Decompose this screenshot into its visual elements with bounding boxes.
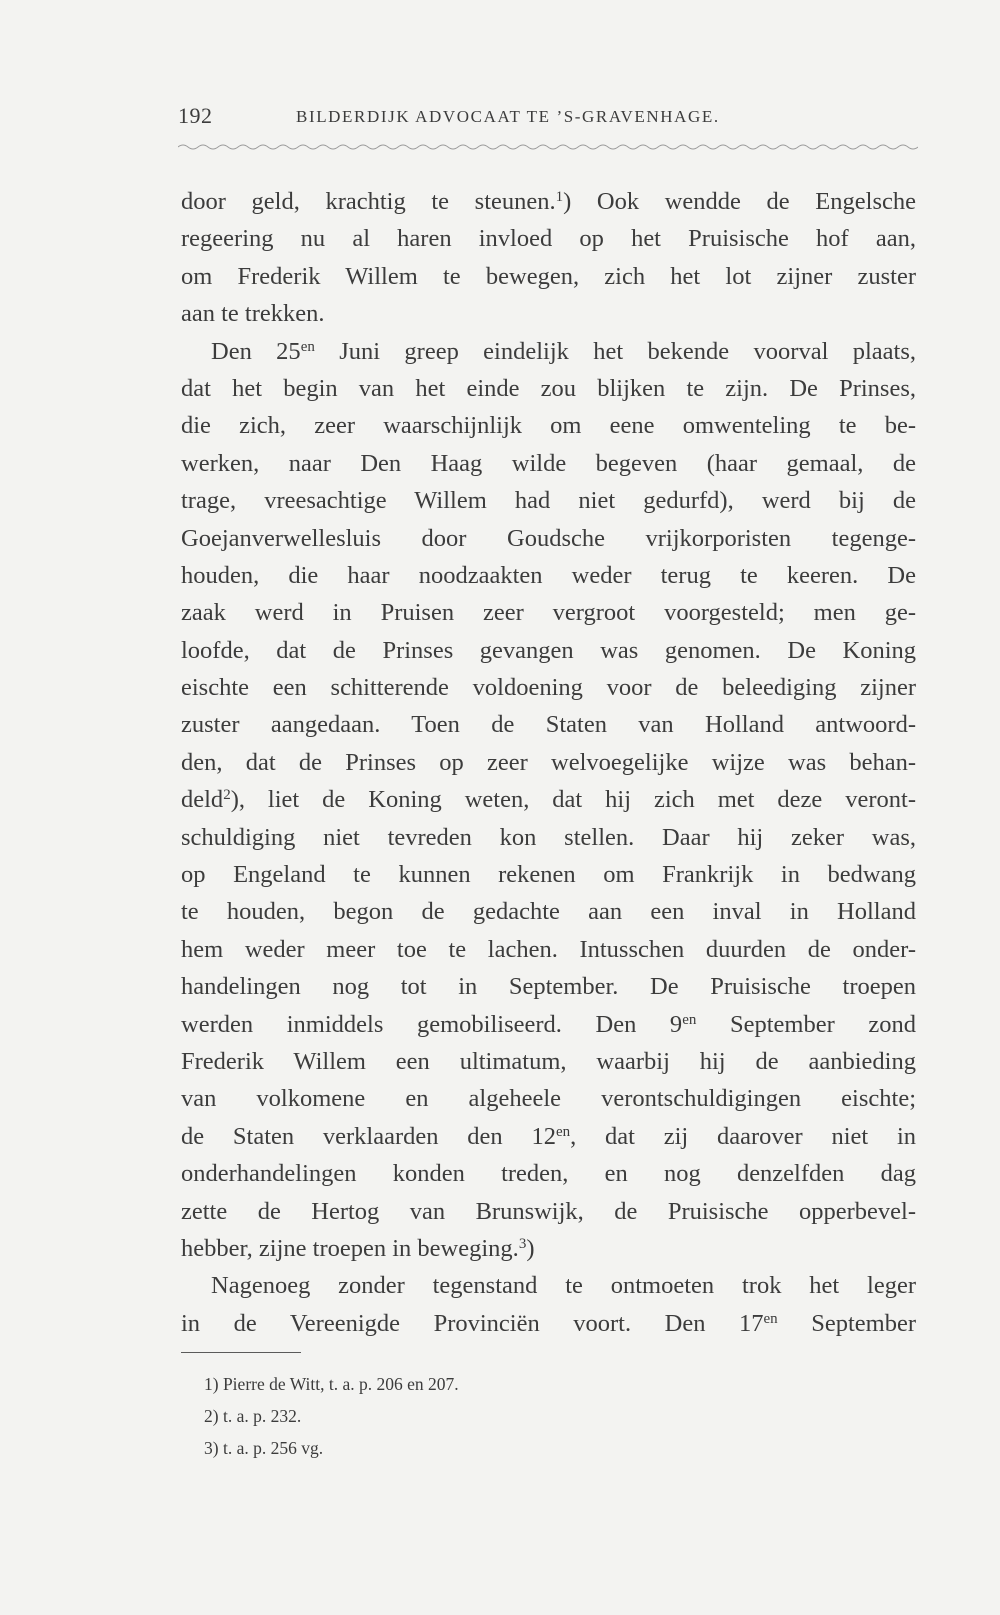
text-line: Nagenoeg zonder tegenstand te ontmoeten trok het leger bbox=[211, 1272, 916, 1300]
footnote-text: t. a. p. 232. bbox=[222, 1406, 302, 1426]
text-line: te houden, begon de gedachte aan een inval in Holland bbox=[181, 898, 916, 926]
footnote-text: t. a. p. 256 vg. bbox=[222, 1438, 324, 1458]
footnotes bbox=[204, 1368, 804, 1464]
text-line: zuster aangedaan. Toen de Staten van Holland antwoord- bbox=[181, 711, 916, 739]
text-line: zaak werd in Pruisen zeer vergroot voorgesteld; men ge- bbox=[181, 599, 916, 627]
footnote-marker: 2) bbox=[204, 1406, 219, 1426]
text-line: eischte een schitterende voldoening voor de beleediging zijner bbox=[181, 674, 916, 702]
footnote-text: Pierre de Witt, t. a. p. 206 en 207. bbox=[222, 1374, 459, 1394]
footnote bbox=[204, 1368, 804, 1400]
text-line: de Staten verklaarden den $12^{en}$, dat zij daarover niet in bbox=[181, 1122, 917, 1150]
text-line: hem weder meer toe te lachen. Intusschen duurden de onder- bbox=[181, 935, 916, 963]
text-line: loofde, dat de Prinses gevangen was genomen. De Koning bbox=[181, 636, 916, 664]
text-line: aan te trekken. bbox=[181, 300, 325, 328]
text-line: onderhandelingen konden treden, en nog denzelfden dag bbox=[181, 1160, 916, 1188]
text-line: dat het begin van het einde zou blijken te zijn. De Prinses, bbox=[181, 374, 916, 402]
text-line: Frederik Willem een ultimatum, waarbij hij de aanbieding bbox=[181, 1047, 916, 1075]
text-line: in de Vereenigde Provinciën voort. Den $17^{en}$ September bbox=[181, 1309, 917, 1337]
footnote bbox=[204, 1432, 804, 1464]
text-line: werken, naar Den Haag wilde begeven (haar gemaal, de bbox=[181, 449, 916, 477]
text-line: van volkomene en algeheele verontschuldigingen eischte; bbox=[181, 1085, 916, 1113]
footnote bbox=[204, 1400, 804, 1432]
text-line: hebber, zijne troepen in beweging.$^3$) bbox=[181, 1234, 535, 1262]
body-text bbox=[181, 183, 916, 1342]
text-line: houden, die haar noodzaakten weder terug te keeren. De bbox=[181, 561, 916, 589]
footnote-divider bbox=[181, 1352, 301, 1353]
text-line: Goejanverwellesluis door Goudsche vrijkorporisten tegenge- bbox=[181, 524, 916, 552]
running-header bbox=[178, 103, 918, 139]
text-line: door geld, krachtig te steunen.$^1$) Ook wendde de Engelsche bbox=[181, 188, 916, 215]
text-line: die zich, zeer waarschijnlijk om eene omwenteling te be- bbox=[181, 412, 916, 440]
text-line: den, dat de Prinses op zeer welvoegelijke wijze was behan- bbox=[181, 748, 916, 776]
page-number: 192 bbox=[178, 103, 213, 128]
footnote-marker: 3) bbox=[204, 1438, 219, 1458]
text-line: deld$^2$), liet de Koning weten, dat hij zich met deze veront- bbox=[181, 786, 916, 814]
text-line: regeering nu al haren invloed op het Pruisische hof aan, bbox=[181, 225, 916, 253]
decorative-rule bbox=[178, 142, 918, 150]
running-title: BILDERDIJK ADVOCAAT TE ’S-GRAVENHAGE. bbox=[296, 107, 720, 126]
text-line: om Frederik Willem te bewegen, zich het lot zijner zuster bbox=[181, 262, 916, 290]
text-line: zette de Hertog van Brunswijk, de Pruisische opperbevel- bbox=[181, 1197, 916, 1225]
text-line: schuldiging niet tevreden kon stellen. Daar hij zeker was, bbox=[181, 823, 916, 851]
text-line: Den $25^{en}$ Juni greep eindelijk het bekende voorval plaats, bbox=[211, 337, 917, 365]
text-line: op Engeland te kunnen rekenen om Frankrijk in bedwang bbox=[181, 861, 916, 889]
text-line: handelingen nog tot in September. De Pruisische troepen bbox=[181, 973, 916, 1001]
text-line: werden inmiddels gemobiliseerd. Den $9^{en}$ September zond bbox=[181, 1010, 916, 1038]
footnote-marker: 1) bbox=[204, 1374, 219, 1394]
text-line: trage, vreesachtige Willem had niet gedurfd), werd bij de bbox=[181, 487, 916, 515]
